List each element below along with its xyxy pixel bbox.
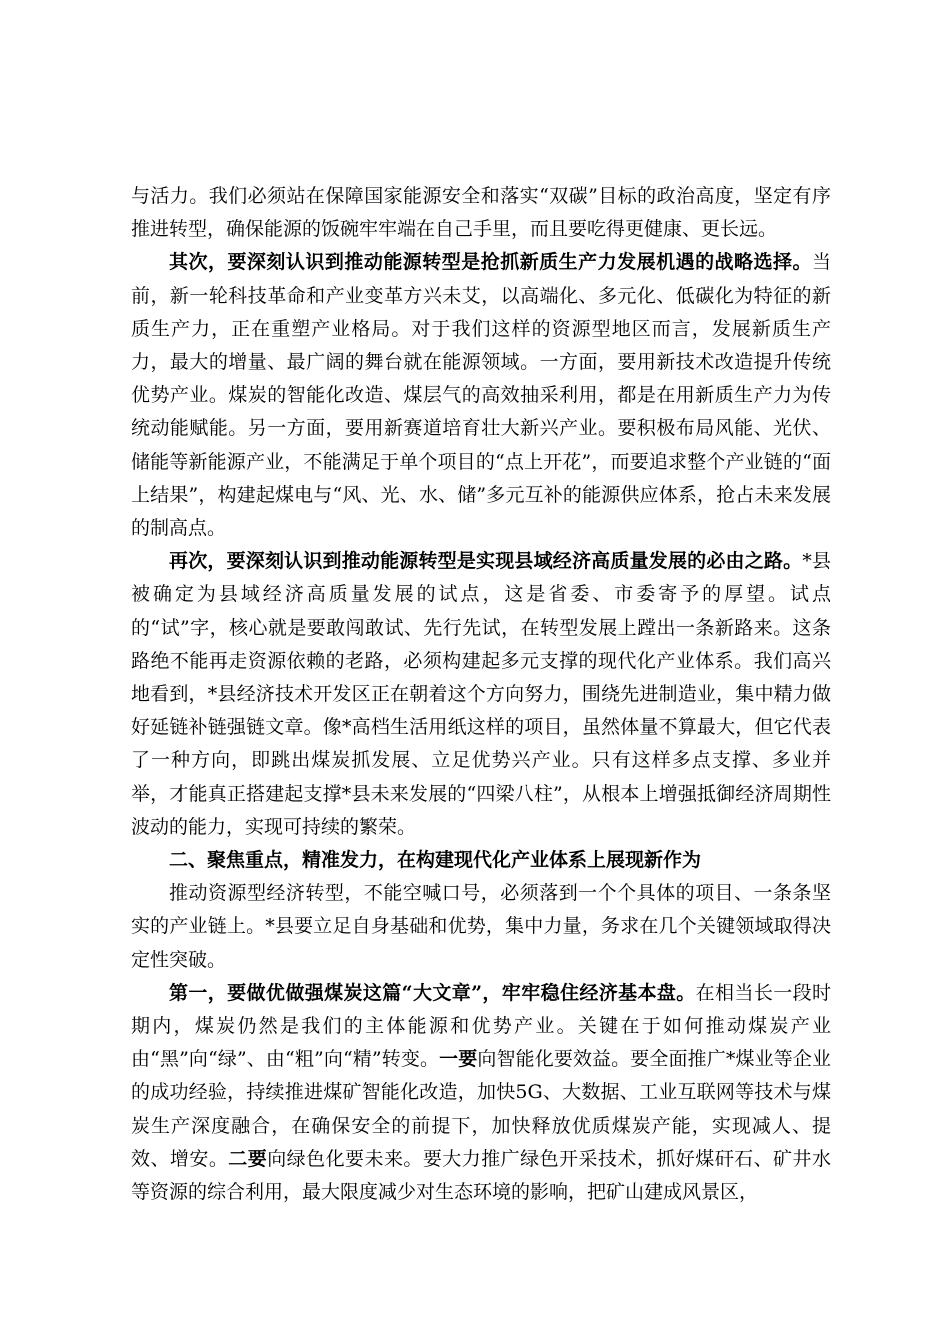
- paragraph-text: 向绿色化要未来。要大力推广绿色开采技术，抓好煤矸石、矿井水等资源的综合利用，最大限度减少对生态环境的影响，把矿山建成风景区，: [131, 1147, 831, 1204]
- paragraph-text: *县被确定为县域经济高质量发展的试点，这是省委、市委寄予的厚望。试点的“试”字，核心就是要敢闯敢试、先行先试，在转型发展上蹚出一条新路来。这条路绝不能再走资源依赖的老路，必须构建起多元支撑的现代化产业体系。我们高兴地看到，*县经济技术开发区正在朝着这个方向努力，围绕先进制造业，集中精力做好延链补链强链文章。像*高档生活用纸这样的项目，虽然体量不算最大，但它代表了一种方向，即跳出煤炭抓发展、立足优势兴产业。只有这样多点支撑、多业并举，才能真正搭建起支撑*县未来发展的“四梁八柱”，从根本上增强抵御经济周期性波动的能力，实现可持续的繁荣。: [131, 550, 831, 838]
- paragraph-text: 推动资源型经济转型，不能空喊口号，必须落到一个个具体的项目、一条条坚实的产业链上。*县要立足自身基础和优势，集中力量，务求在几个关键领域取得决定性突破。: [131, 882, 831, 971]
- paragraph-text: 在相当长一段时期内，煤炭仍然是我们的主体能源和优势产业。关键在于如何推动煤炭产业由“黑”向“绿”、由“粗”向“精”转变。: [131, 981, 831, 1071]
- paragraph-text: 向智能化要效益。要全面推广*煤业等企业的成功经验，持续推进煤矿智能化改造，加快5G、大数据、工业互联网等技术与煤炭生产深度融合，在确保安全的前提下，加快释放优质煤炭产能，实现减人、提效、增安。: [131, 1048, 831, 1170]
- paragraph-secondly: [131, 246, 831, 545]
- paragraph-lead-bold: 其次，要深刻认识到推动能源转型是抢抓新质生产力发展机遇的战略选择。: [169, 251, 812, 274]
- paragraph-text: 与活力。我们必须站在保障国家能源安全和落实“双碳”目标的政治高度，坚定有序推进转型，确保能源的饭碗牢牢端在自己手里，而且要吃得更健康、更长远。: [131, 185, 831, 241]
- paragraph-thirdly: [131, 545, 831, 844]
- paragraph-continuation: [131, 180, 831, 246]
- paragraph-text: 当前，新一轮科技革命和产业变革方兴未艾，以高端化、多元化、低碳化为特征的新质生产力，正在重塑产业格局。对于我们这样的资源型地区而言，发展新质生产力，最大的增量、最广阔的舞台就在能源领域。一方面，要用新技术改造提升传统优势产业。煤炭的智能化改造、煤层气的高效抽采利用，都是在用新质生产力为传统动能赋能。另一方面，要用新赛道培育壮大新兴产业。要积极布局风能、光伏、储能等新能源产业，不能满足于单个项目的“点上开花”，而要追求整个产业链的“面上结果”，构建起煤电与“风、光、水、储”多元互补的能源供应体系，抢占未来发展的制高点。: [131, 251, 831, 540]
- paragraph-first: [131, 977, 831, 1209]
- section-heading: 二、聚焦重点，精准发力，在构建现代化产业体系上展现新作为: [169, 849, 702, 872]
- paragraph-lead-bold: 再次，要深刻认识到推动能源转型是实现县域经济高质量发展的必由之路。: [169, 550, 803, 573]
- point-marker-two: 二要: [228, 1147, 268, 1170]
- point-marker-one: 一要: [439, 1048, 478, 1071]
- paragraph-intro: [131, 877, 831, 977]
- paragraph-lead-bold: 第一，要做优做强煤炭这篇“大文章”，牢牢稳住经济基本盘。: [169, 981, 696, 1004]
- document-body: [131, 180, 831, 1209]
